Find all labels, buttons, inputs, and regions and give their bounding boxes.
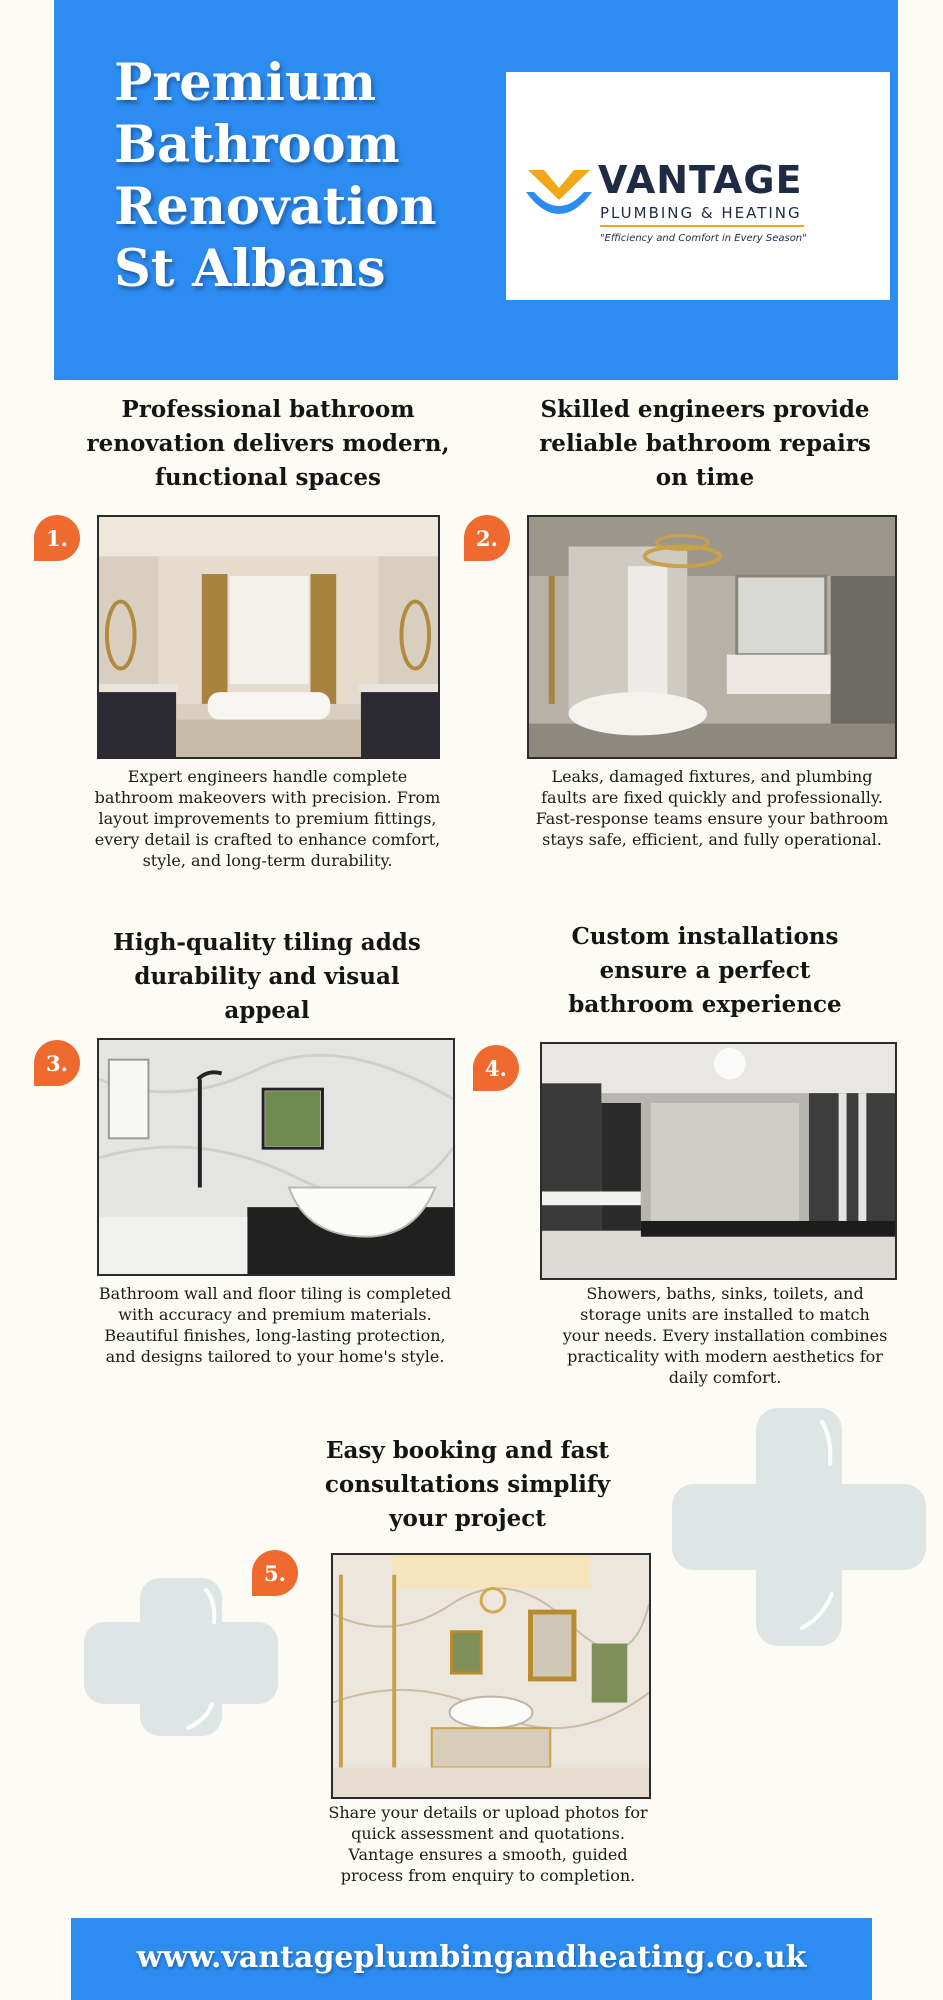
logo-subtitle: PLUMBING & HEATING [600,204,802,222]
section-4-badge: 4. [473,1045,519,1091]
title-line: Renovation [114,177,437,237]
section-1-badge: 1. [34,515,80,561]
section-1-text: Expert engineers handle complete bathroom makeovers with precision. From layout improvements to premium fittings, every detail is crafted to enhance comfort, style, and long-term durability. [94,767,441,870]
bathroom-vanity-photo-icon [99,517,438,757]
section-4-heading: Custom installations ensure a perfect bathroom experience [568,923,842,1018]
page-title [114,52,474,300]
section-5-badge: 5. [252,1550,298,1596]
logo-tagline: "Efficiency and Comfort in Every Season" [600,233,807,244]
section-2-text: Leaks, damaged fixtures, and plumbing faults are fixed quickly and professionally. Fast-response teams ensure your bathroom stays safe, efficient, and fully operational. [535,767,889,849]
section-5-heading: Easy booking and fast consultations simplify your project [324,1437,611,1532]
logo-name: VANTAGE [598,158,803,202]
section-2-photo [527,515,897,759]
decorative-plus-icon [84,1578,278,1736]
section-4-text: Showers, baths, sinks, toilets, and storage units are installed to match your needs. Every installation combines practicality with modern aesthetics for daily comfort. [562,1284,888,1387]
section-3-badge: 3. [34,1040,80,1086]
section-5-text: Share your details or upload photos for quick assessment and quotations. Vantage ensures a smooth, guided process from enquiry to completion. [328,1803,648,1885]
section-3-text: Bathroom wall and floor tiling is completed with accuracy and premium materials. Beautiful finishes, long-lasting protection, and designs tailored to your home's style. [98,1284,452,1366]
website-link[interactable]: www.vantageplumbingandheating.co.uk [136,1940,807,1975]
section-2-heading: Skilled engineers provide reliable bathroom repairs on time [539,396,871,491]
section-1-heading: Professional bathroom renovation delivers modern, functional spaces [86,396,450,491]
section-2-badge: 2. [464,515,510,561]
logo-divider [600,225,804,227]
title-line: Bathroom [114,115,400,175]
decorative-plus-icon [672,1408,926,1646]
marble-bathroom-photo-icon [333,1555,649,1797]
bathroom-chandelier-photo-icon [529,517,895,757]
title-line: Premium [114,53,377,113]
footer-banner [71,1918,872,2000]
header-banner [54,0,898,380]
tiled-shower-photo-icon [99,1040,453,1274]
section-3-heading: High-quality tiling adds durability and visual appeal [113,929,421,1024]
title-line: St Albans [114,239,386,299]
logo-mark-icon [524,162,594,218]
section-3-photo [97,1038,455,1276]
section-1-photo [97,515,440,759]
company-logo [506,72,890,300]
section-4-photo [540,1042,897,1280]
modern-bathroom-photo-icon [542,1044,895,1278]
section-5-photo [331,1553,651,1799]
